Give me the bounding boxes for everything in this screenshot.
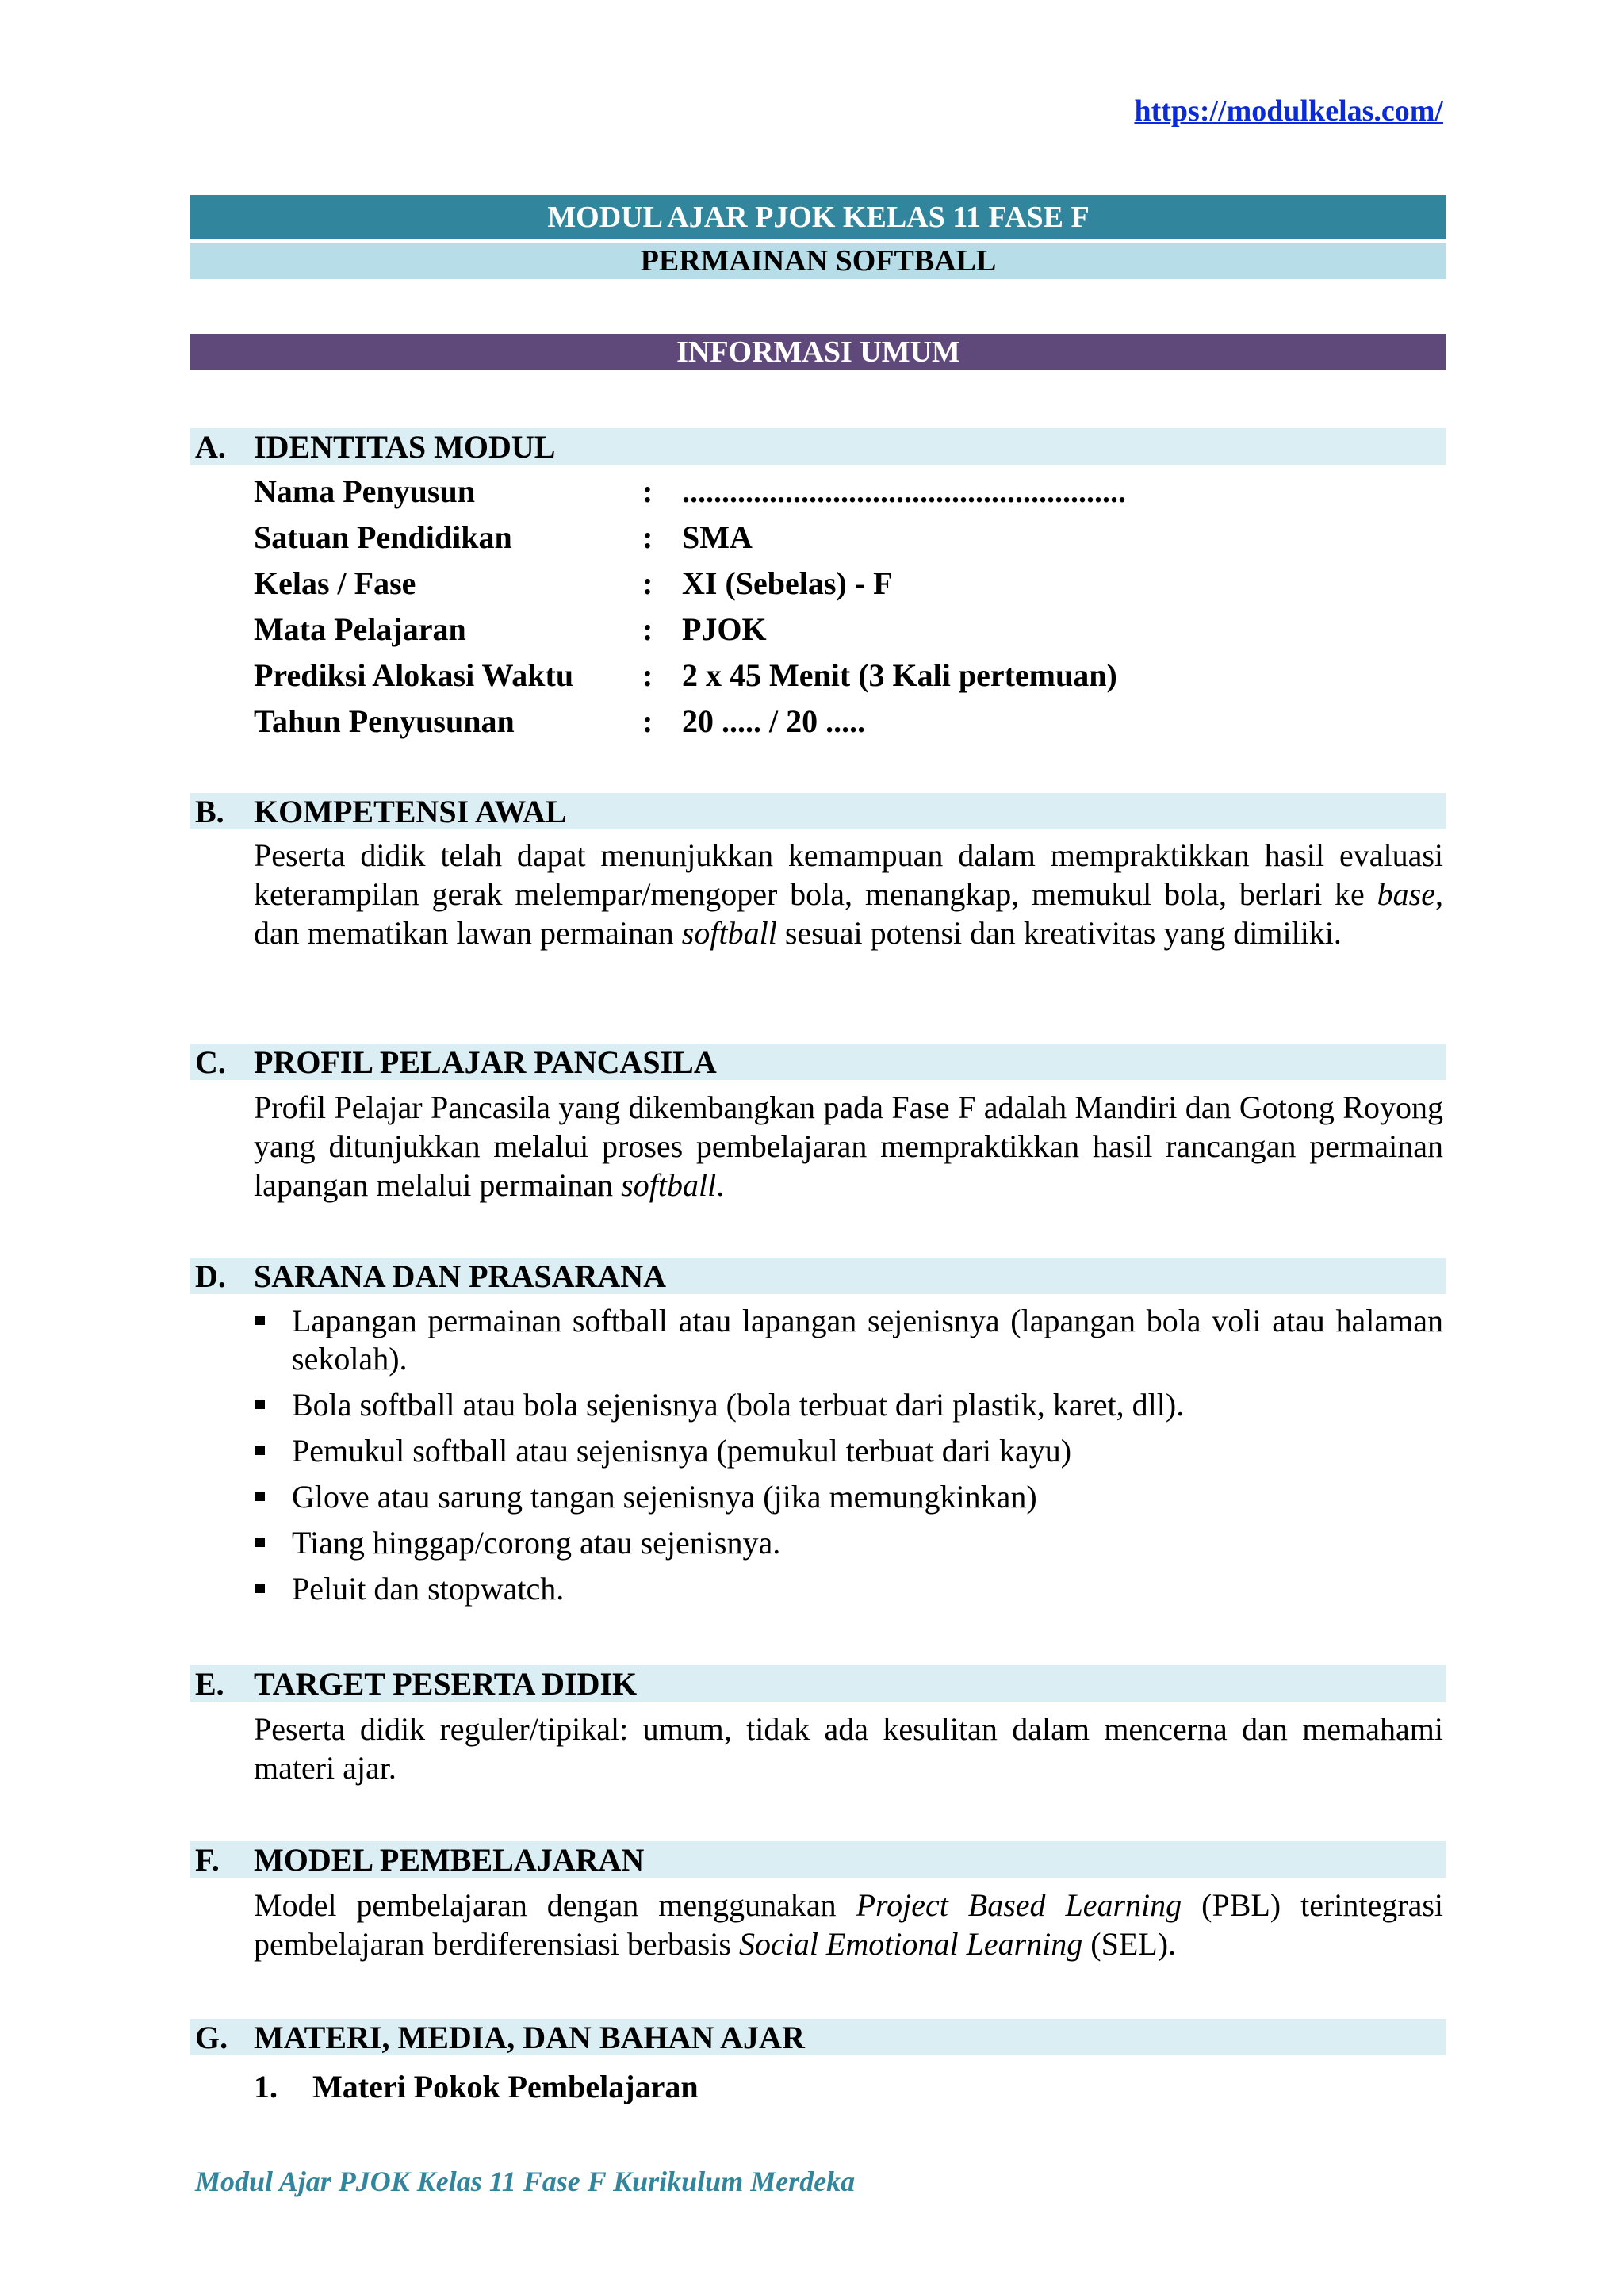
identity-label: Tahun Penyusunan xyxy=(254,703,515,739)
section-g-heading xyxy=(190,2019,1446,2055)
section-letter: B. xyxy=(195,793,224,829)
text-run: Profil Pelajar Pancasila yang dikembangkan pada Fase F adalah Mandiri dan Gotong Royong yang ditunjukkan melalui proses pembelajaran mempraktikkan hasil rancangan permainan lapangan melalui permainan xyxy=(254,1090,1443,1203)
section-letter: E. xyxy=(195,1665,224,1702)
text-run: (PBL) terintegrasi pembelajaran berdiferensiasi berbasis xyxy=(254,1887,1444,1962)
text-run: Model pembelajaran dengan menggunakan xyxy=(254,1887,856,1923)
identity-row xyxy=(254,519,1443,565)
section-letter: A. xyxy=(195,428,226,465)
pancasila-profile-text xyxy=(254,1088,1443,1204)
section-title: KOMPETENSI AWAL xyxy=(254,793,567,829)
identity-label: Kelas / Fase xyxy=(254,565,416,601)
section-b-heading xyxy=(190,793,1446,829)
identity-value: 20 ..... / 20 ..... xyxy=(682,703,866,739)
list-item xyxy=(254,1570,1443,1608)
identity-colon: : xyxy=(642,565,653,601)
section-letter: D. xyxy=(195,1258,226,1294)
identity-colon: : xyxy=(642,519,653,555)
identity-colon: : xyxy=(642,473,653,509)
identity-label: Satuan Pendidikan xyxy=(254,519,512,555)
list-item-text: Bola softball atau bola sejenisnya (bola terbuat dari plastik, karet, dll). xyxy=(292,1387,1185,1423)
square-bullet-icon xyxy=(255,1492,265,1501)
identity-row xyxy=(254,703,1443,749)
section-e-heading xyxy=(190,1665,1446,1702)
section-title: MODEL PEMBELAJARAN xyxy=(254,1841,645,1878)
text-run: sesuai potensi dan kreativitas yang dimiliki. xyxy=(776,915,1342,951)
module-title-band: MODUL AJAR PJOK KELAS 11 FASE F xyxy=(190,195,1446,239)
list-item-text: Lapangan permainan softball atau lapangan sejenisnya (lapangan bola voli atau halaman sekolah). xyxy=(292,1303,1443,1377)
identity-row xyxy=(254,611,1443,657)
list-item-text: Peluit dan stopwatch. xyxy=(292,1571,565,1607)
section-f-heading xyxy=(190,1841,1446,1878)
text-run: , dan mematikan lawan permainan xyxy=(254,876,1443,951)
square-bullet-icon xyxy=(255,1584,265,1593)
list-item xyxy=(254,1478,1443,1516)
identity-value: XI (Sebelas) - F xyxy=(682,565,893,601)
page-footer: Modul Ajar PJOK Kelas 11 Fase F Kurikulum Merdeka xyxy=(195,2166,856,2197)
section-letter: G. xyxy=(195,2019,228,2055)
identity-value: PJOK xyxy=(682,611,767,647)
initial-competence-text xyxy=(254,836,1443,952)
italic-term: base xyxy=(1377,876,1435,912)
italic-term: Social Emotional Learning xyxy=(738,1926,1083,1962)
identity-colon: : xyxy=(642,611,653,647)
identity-value: SMA xyxy=(682,519,753,555)
text-run: Peserta didik telah dapat menunjukkan kemampuan dalam mempraktikkan hasil evaluasi keterampilan gerak melempar/mengoper bola, menangkap, memukul bola, berlari ke xyxy=(254,837,1443,912)
list-item xyxy=(254,1432,1443,1470)
list-item-text: Pemukul softball atau sejenisnya (pemukul terbuat dari kayu) xyxy=(292,1433,1072,1469)
square-bullet-icon xyxy=(255,1538,265,1547)
identity-label: Nama Penyusun xyxy=(254,473,475,509)
facilities-list xyxy=(254,1302,1443,1616)
section-d-heading xyxy=(190,1258,1446,1294)
section-a-heading xyxy=(190,428,1446,465)
target-students-text: Peserta didik reguler/tipikal: umum, tidak ada kesulitan dalam mencerna dan memahami materi ajar. xyxy=(254,1711,1443,1786)
subsection-number: 1. xyxy=(254,2069,278,2104)
italic-term: softball xyxy=(681,915,777,951)
section-title: SARANA DAN PRASARANA xyxy=(254,1258,667,1294)
text-run: . xyxy=(716,1167,725,1203)
section-letter: C. xyxy=(195,1044,226,1080)
section-title: PROFIL PELAJAR PANCASILA xyxy=(254,1044,717,1080)
general-info-band: INFORMASI UMUM xyxy=(190,334,1446,370)
identity-row xyxy=(254,657,1443,703)
section-letter: F. xyxy=(195,1841,220,1878)
identity-label: Prediksi Alokasi Waktu xyxy=(254,657,574,693)
identity-row xyxy=(254,565,1443,611)
text-run: (SEL). xyxy=(1082,1926,1177,1962)
identity-label: Mata Pelajaran xyxy=(254,611,466,647)
identity-colon: : xyxy=(642,703,653,739)
identity-colon: : xyxy=(642,657,653,693)
section-title: TARGET PESERTA DIDIK xyxy=(254,1665,638,1702)
square-bullet-icon xyxy=(255,1446,265,1455)
section-title: MATERI, MEDIA, DAN BAHAN AJAR xyxy=(254,2019,805,2055)
section-title: IDENTITAS MODUL xyxy=(254,428,556,465)
italic-term: Project Based Learning xyxy=(856,1887,1182,1923)
section-c-heading xyxy=(190,1044,1446,1080)
list-item xyxy=(254,1302,1443,1378)
subsection-title: Materi Pokok Pembelajaran xyxy=(312,2069,699,2104)
list-item xyxy=(254,1524,1443,1562)
list-item xyxy=(254,1386,1443,1424)
identity-value: 2 x 45 Menit (3 Kali pertemuan) xyxy=(682,657,1117,693)
square-bullet-icon xyxy=(255,1400,265,1409)
website-link[interactable]: https://modulkelas.com/ xyxy=(1134,94,1443,128)
module-subtitle-band: PERMAINAN SOFTBALL xyxy=(190,243,1446,279)
italic-term: softball xyxy=(621,1167,717,1203)
list-item-text: Glove atau sarung tangan sejenisnya (jika memungkinkan) xyxy=(292,1479,1037,1515)
square-bullet-icon xyxy=(255,1316,265,1325)
learning-model-text xyxy=(254,1886,1443,1963)
identity-row xyxy=(254,473,1443,519)
identity-value: ........................................................ xyxy=(682,473,1126,509)
list-item-text: Tiang hinggap/corong atau sejenisnya. xyxy=(292,1525,781,1561)
